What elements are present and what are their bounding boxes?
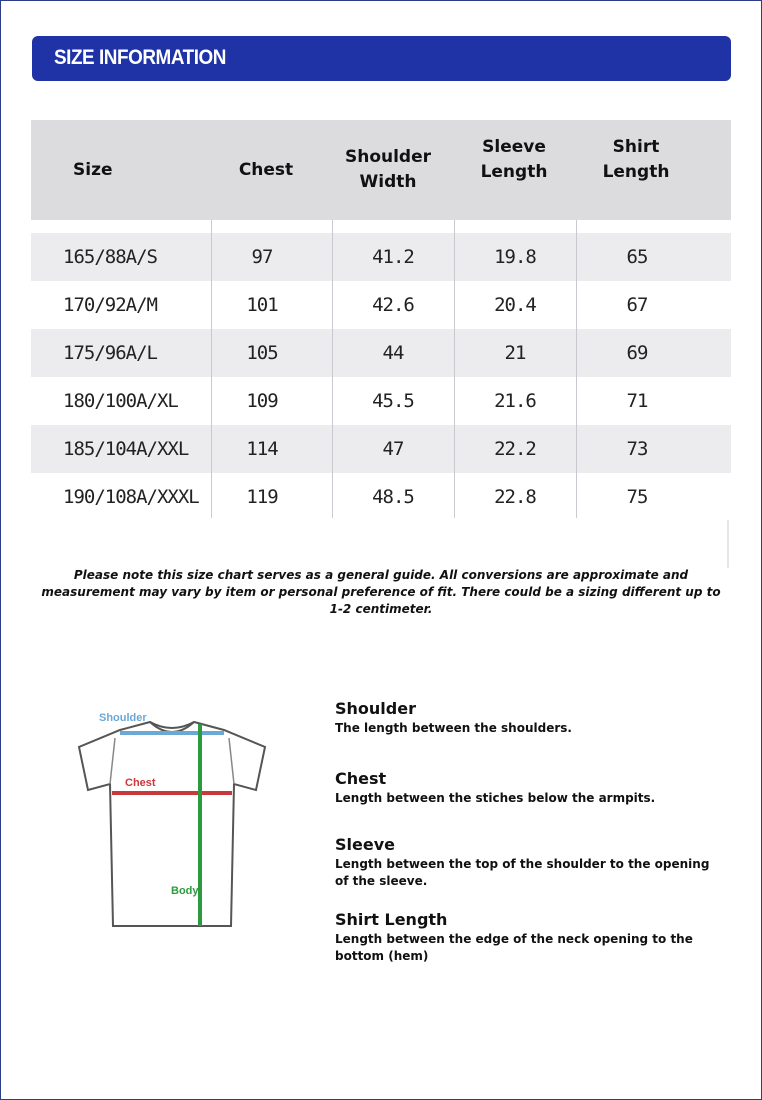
definition-title: Chest (335, 769, 387, 788)
definition-text: The length between the shoulders. (335, 721, 572, 735)
table-row (31, 233, 731, 281)
column-divider (576, 220, 577, 518)
size-table (31, 120, 731, 518)
measurement-cell: 97 (251, 246, 273, 268)
column-header-chest: Chest (238, 159, 294, 180)
table-row (31, 281, 731, 329)
definition-title: Shoulder (335, 699, 416, 718)
measurement-cell: 22.8 (494, 486, 536, 508)
definition-title: Sleeve (335, 835, 395, 854)
size-cell: 185/104A/XXL (63, 438, 189, 460)
measurement-cell: 19.8 (494, 246, 536, 268)
table-row (31, 329, 731, 377)
measurement-cell: 105 (246, 342, 278, 364)
measurement-cell: 45.5 (372, 390, 414, 412)
table-row (31, 473, 731, 521)
definition-text: Length between the top of the shoulder to the opening of the sleeve. (335, 857, 710, 888)
table-body (31, 220, 731, 518)
measurement-cell: 42.6 (372, 294, 414, 316)
measurement-cell: 101 (246, 294, 278, 316)
divider-stub (727, 520, 729, 568)
table-row (31, 425, 731, 473)
column-divider (454, 220, 455, 518)
body-label: Body (171, 885, 199, 897)
size-note: Please note this size chart serves as a general guide. All conversions are approximate and measurement may vary by item or personal preference of fit. There could be a sizing different up to 1-2 centimeter. (41, 568, 721, 616)
definition-chest (335, 768, 725, 807)
column-header-size: Size (73, 159, 113, 180)
measurement-cell: 22.2 (494, 438, 536, 460)
measurement-cell: 48.5 (372, 486, 414, 508)
column-header-shoulder-width: Shoulder Width (344, 147, 432, 192)
size-cell: 170/92A/M (63, 294, 157, 316)
measurement-cell: 41.2 (372, 246, 414, 268)
definition-text: Length between the edge of the neck opening to the bottom (hem) (335, 932, 693, 963)
definition-shirt-length (335, 909, 725, 965)
measurement-cell: 21 (504, 342, 526, 364)
size-cell: 165/88A/S (63, 246, 157, 268)
measurement-cell: 47 (382, 438, 404, 460)
column-divider (211, 220, 212, 518)
column-header-sleeve-length: Sleeve Length (480, 137, 548, 182)
tshirt-measurement-diagram (72, 700, 272, 935)
definition-shoulder (335, 698, 725, 737)
section-title: SIZE INFORMATION (54, 46, 226, 69)
measurement-cell: 109 (246, 390, 278, 412)
definition-title: Shirt Length (335, 910, 448, 929)
measurement-cell: 75 (626, 486, 648, 508)
measurement-cell: 71 (626, 390, 648, 412)
column-divider (332, 220, 333, 518)
measurement-cell: 21.6 (494, 390, 536, 412)
measurement-cell: 20.4 (494, 294, 536, 316)
shoulder-label: Shoulder (99, 712, 147, 724)
measurement-cell: 119 (246, 486, 278, 508)
measurement-cell: 44 (382, 342, 404, 364)
measurement-cell: 67 (626, 294, 648, 316)
definition-sleeve (335, 834, 725, 890)
column-header-shirt-length: Shirt Length (602, 137, 670, 182)
definition-text: Length between the stiches below the armpits. (335, 791, 656, 805)
measurement-cell: 114 (246, 438, 278, 460)
table-row (31, 377, 731, 425)
size-cell: 190/108A/XXXL (63, 486, 199, 508)
size-cell: 175/96A/L (63, 342, 157, 364)
measurement-cell: 65 (626, 246, 648, 268)
chest-label: Chest (125, 777, 156, 789)
measurement-cell: 69 (626, 342, 648, 364)
measurement-cell: 73 (626, 438, 648, 460)
section-header (32, 36, 731, 81)
size-cell: 180/100A/XL (63, 390, 178, 412)
table-header (31, 120, 731, 220)
